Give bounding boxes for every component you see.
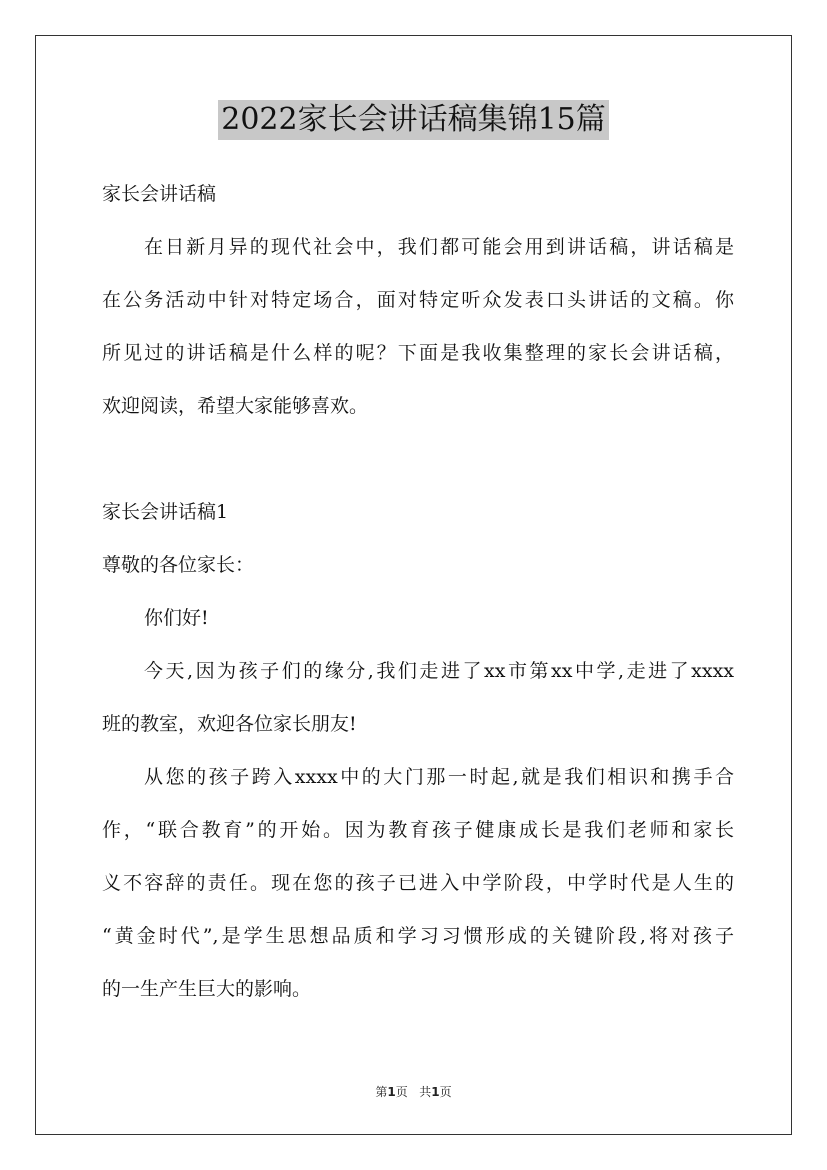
paragraph-line: 的一生产生巨大的影响。 — [102, 978, 312, 1000]
paragraph-line: “黄金时代”,是学生思想品质和学习习惯形成的关键阶段,将对孩子 — [102, 925, 734, 947]
paragraph-line: 今天,因为孩子们的缘分,我们走进了xx市第xx中学,走进了xxxx — [144, 660, 734, 682]
document-title: 2022家长会讲话稿集锦15篇 — [218, 100, 609, 140]
title-container — [0, 100, 827, 140]
total-pages: 1 — [431, 1085, 440, 1099]
page-number: 1 — [387, 1085, 396, 1099]
page-footer — [0, 1083, 827, 1100]
document-body — [102, 175, 734, 1023]
paragraph-line: 从您的孩子跨入xxxx中的大门那一时起,就是我们相识和携手合 — [144, 766, 734, 788]
page-label-suffix: 页 — [395, 1085, 408, 1099]
paragraph-line: 欢迎阅读，希望大家能够喜欢。 — [102, 395, 369, 417]
page-label-prefix: 第 — [375, 1085, 388, 1099]
section-heading: 家长会讲话稿 — [102, 183, 217, 205]
paragraph-line: 作，“联合教育”的开始。因为教育孩子健康成长是我们老师和家长 — [102, 819, 734, 841]
paragraph-line: 在公务活动中针对特定场合，面对特定听众发表口头讲话的文稿。你 — [102, 289, 734, 311]
paragraph-line: 班的教室，欢迎各位家长朋友! — [102, 713, 357, 735]
paragraph-line: 在日新月异的现代社会中，我们都可能会用到讲话稿，讲话稿是 — [144, 236, 734, 258]
total-label-prefix: 共 — [419, 1085, 432, 1099]
greeting: 你们好! — [144, 607, 209, 629]
paragraph-line: 所见过的讲话稿是什么样的呢？下面是我收集整理的家长会讲话稿， — [102, 342, 734, 364]
salutation: 尊敬的各位家长： — [102, 554, 255, 576]
paragraph-line: 义不容辞的责任。现在您的孩子已进入中学阶段，中学时代是人生的 — [102, 872, 734, 894]
section-heading: 家长会讲话稿1 — [102, 501, 229, 523]
total-label-suffix: 页 — [439, 1085, 452, 1099]
